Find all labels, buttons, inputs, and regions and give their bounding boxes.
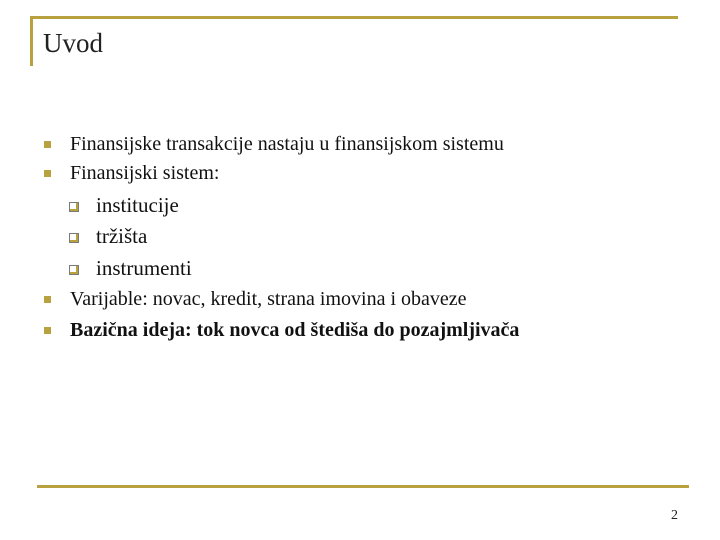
bullet-text: Bazična ideja: tok novca od štediša do pozajmljivača: [70, 319, 520, 341]
page-number: 2: [671, 508, 678, 523]
sub-bullet-text: tržišta: [96, 224, 148, 248]
sub-bullet-item: [0, 222, 700, 252]
bullet-item: [0, 316, 700, 346]
bullet-text: Varijable: novac, kredit, strana imovina i obaveze: [70, 288, 467, 310]
sub-bullet-text: institucije: [96, 193, 179, 217]
slide-title: Uvod: [43, 28, 103, 58]
bullet-text: Finansijske transakcije nastaju u finansijskom sistemu: [70, 133, 504, 155]
square-bullet-icon: [44, 170, 51, 177]
bullet-item: [0, 285, 700, 315]
square-bullet-icon: [44, 327, 51, 334]
bullet-item: [0, 130, 700, 160]
sub-bullet-text: instrumenti: [96, 256, 192, 280]
bullet-text: Finansijski sistem:: [70, 162, 220, 184]
sub-bullet-item: [0, 191, 700, 221]
hollow-square-bullet-icon: [69, 265, 79, 275]
square-bullet-icon: [44, 296, 51, 303]
hollow-square-bullet-icon: [69, 202, 79, 212]
hollow-square-bullet-icon: [69, 233, 79, 243]
sub-bullet-item: [0, 254, 700, 284]
bullet-item: [0, 159, 700, 189]
footer-divider: [37, 485, 689, 488]
square-bullet-icon: [44, 141, 51, 148]
